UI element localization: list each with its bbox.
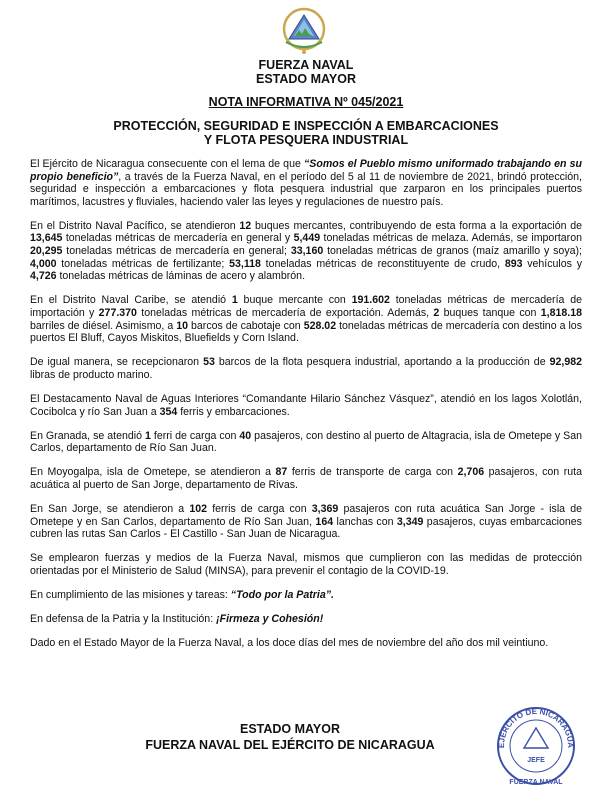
paragraph-moyogalpa <box>30 466 582 491</box>
paragraph-covid: Se emplearon fuerzas y medios de la Fuerza Naval, mismos que cumplieron con las medidas de protección orientadas por el Ministerio de Salud (MINSA), para prevenir el contagio de la COVID-19. <box>30 552 582 577</box>
figure: 3,349 <box>396 515 424 528</box>
motto-quote: ¡Firmeza y Cohesión! <box>216 613 324 626</box>
text-span: buques mercantes, contribuyendo de esta forma a la exportación de <box>251 219 583 232</box>
text-span: toneladas métricas de mercadería de importación y <box>30 294 582 319</box>
header-unit: ESTADO MAYOR <box>255 72 356 86</box>
text-span: ferris y embarcaciones. <box>177 405 290 418</box>
motto-quote: “Somos el Pueblo mismo uniformado trabajando en su propio beneficio” <box>30 158 582 183</box>
note-number: NOTA INFORMATIVA Nº 045/2021 <box>208 95 404 109</box>
official-stamp-icon <box>490 700 582 788</box>
figure: 4,726 <box>30 270 57 283</box>
text-span: ferri de carga con <box>150 429 240 442</box>
figure: 277.370 <box>98 306 137 319</box>
text-span: libras de producto marino. <box>30 368 153 381</box>
text-span: barcos de cabotaje con <box>188 319 304 332</box>
text-span: toneladas métricas de láminas de acero y alambrón. <box>56 270 306 283</box>
figure: 10 <box>176 319 189 332</box>
figure: 20,295 <box>30 245 63 258</box>
text-span: En San Jorge, se atendieron a <box>30 502 190 515</box>
text-span: toneladas métricas de mercadería con destino a los puertos El Bluff, Cayos Miskitos, Bluefields y Corn Island. <box>30 319 582 345</box>
paragraph-inland-waters <box>30 393 582 418</box>
figure: 4,000 <box>30 257 57 270</box>
svg-text:EJÉRCITO DE NICARAGUA: EJÉRCITO DE NICARAGUA <box>496 706 576 749</box>
text-span: ferris de carga con <box>207 502 312 515</box>
text-span: En defensa de la Patria y la Institución: <box>30 613 217 626</box>
figure: 1 <box>145 429 151 442</box>
paragraph-intro <box>30 158 582 208</box>
text-span: En Granada, se atendió <box>30 429 145 442</box>
figure: 2 <box>433 306 440 319</box>
svg-text:FUERZA NAVAL: FUERZA NAVAL <box>509 779 563 786</box>
figure: 53 <box>203 356 215 369</box>
signature-line-2: FUERZA NAVAL DEL EJÉRCITO DE NICARAGUA <box>145 738 435 752</box>
title-line-1: PROTECCIÓN, SEGURIDAD E INSPECCIÓN A EMBARCACIONES <box>113 119 499 133</box>
figure: 528.02 <box>303 319 337 332</box>
figure: 53,118 <box>229 257 261 270</box>
text-span: pasajeros, con ruta acuática al puerto de San Jorge, departamento de Rivas. <box>30 466 582 491</box>
figure: 1,818.18 <box>540 306 582 319</box>
text-span: vehículos y <box>522 257 582 270</box>
text-span: toneladas métricas de granos (maíz amarillo y soya); <box>323 245 582 258</box>
text-span: ferris de transporte de carga con <box>287 466 458 479</box>
text-span: toneladas métricas de fertilizante; <box>56 257 230 270</box>
text-span: buques tanque con <box>439 306 541 319</box>
figure: 40 <box>239 429 252 442</box>
text-span: De igual manera, se recepcionaron <box>30 356 204 369</box>
text-span: En el Distrito Naval Pacífico, se atendieron <box>30 219 240 232</box>
paragraph-pacific <box>30 220 582 283</box>
text-span: En el Distrito Naval Caribe, se atendió <box>30 294 232 307</box>
text-span: buque mercante con <box>237 294 352 307</box>
figure: 191.602 <box>351 294 390 307</box>
document-title <box>0 119 612 147</box>
figure: 2,706 <box>457 466 485 479</box>
figure: 1 <box>231 294 238 307</box>
paragraph-mission <box>30 589 582 602</box>
figure: 87 <box>275 466 288 479</box>
figure: 102 <box>189 502 208 515</box>
signature-line-1: ESTADO MAYOR <box>239 722 340 736</box>
text-span: toneladas métricas de mercadería de exportación. Además, <box>136 306 434 319</box>
text-span: barriles de diésel. Asimismo, a <box>30 319 177 332</box>
text-span: lanchas con <box>333 515 397 528</box>
text-span: toneladas métricas de mercadería en general y <box>62 232 294 245</box>
figure: 5,449 <box>293 232 321 245</box>
header-org: FUERZA NAVAL <box>258 58 354 72</box>
figure: 33,160 <box>290 245 324 258</box>
figure: 92,982 <box>549 356 582 369</box>
text-span: El Destacamento Naval de Aguas Interiores “Comandante Hilario Sánchez Vásquez”, atendió en los lagos Xolotlán, Cocibolca y río San Juan a <box>30 392 582 418</box>
figure: 13,645 <box>30 232 63 245</box>
text-span: , a través de la Fuerza Naval, en el período del 5 al 11 de noviembre de 2021, brindó protección, seguridad e inspección a embarcaciones y flota pesquera industrial que zarparon en los principales puertos marítimos, lacustres y fluviales, haciendo valer las leyes y regulaciones de nuestro país. <box>30 170 582 208</box>
text-span: pasajeros, cuyas embarcaciones cubren las rutas San Carlos - El Castillo - San Juan de Nicaragua. <box>30 515 582 541</box>
paragraph-fishing-fleet <box>30 356 582 381</box>
paragraph-granada <box>30 430 582 455</box>
figure: 164 <box>315 515 334 528</box>
paragraph-closing: Dado en el Estado Mayor de la Fuerza Naval, a los doce días del mes de noviembre del año dos mil veintiuno. <box>30 637 549 650</box>
text-span: toneladas métricas de mercadería en general; <box>62 245 291 258</box>
coat-of-arms-icon <box>276 6 332 56</box>
svg-text:JEFE: JEFE <box>527 757 545 764</box>
text-span: barcos de la flota pesquera industrial, aportando a la producción de <box>214 356 550 369</box>
text-span: En Moyogalpa, isla de Ometepe, se atendieron a <box>30 466 276 479</box>
document-body <box>30 158 582 661</box>
paragraph-san-jorge <box>30 503 582 541</box>
figure: 354 <box>159 405 178 418</box>
figure: 893 <box>504 257 523 270</box>
text-span: El Ejército de Nicaragua consecuente con el lema de que <box>30 158 304 170</box>
paragraph-defense <box>30 613 582 626</box>
paragraph-caribbean <box>30 294 582 344</box>
title-line-2: Y FLOTA PESQUERA INDUSTRIAL <box>203 133 409 147</box>
text-span: toneladas métricas de reconstituyente de crudo, <box>260 257 505 270</box>
motto-quote: “Todo por la Patria”. <box>230 588 334 601</box>
text-span: pasajeros con ruta acuática San Jorge - isla de Ometepe y en San Carlos, departamento de Río San Juan, <box>30 502 583 528</box>
text-span: pasajeros, con destino al puerto de Altagracia, isla de Ometepe y San Carlos, departamento de Río San Juan. <box>30 429 582 455</box>
text-span: En cumplimiento de las misiones y tareas: <box>30 588 231 601</box>
figure: 3,369 <box>311 502 339 515</box>
text-span: toneladas métricas de melaza. Además, se importaron <box>320 232 582 245</box>
figure: 12 <box>239 219 252 232</box>
